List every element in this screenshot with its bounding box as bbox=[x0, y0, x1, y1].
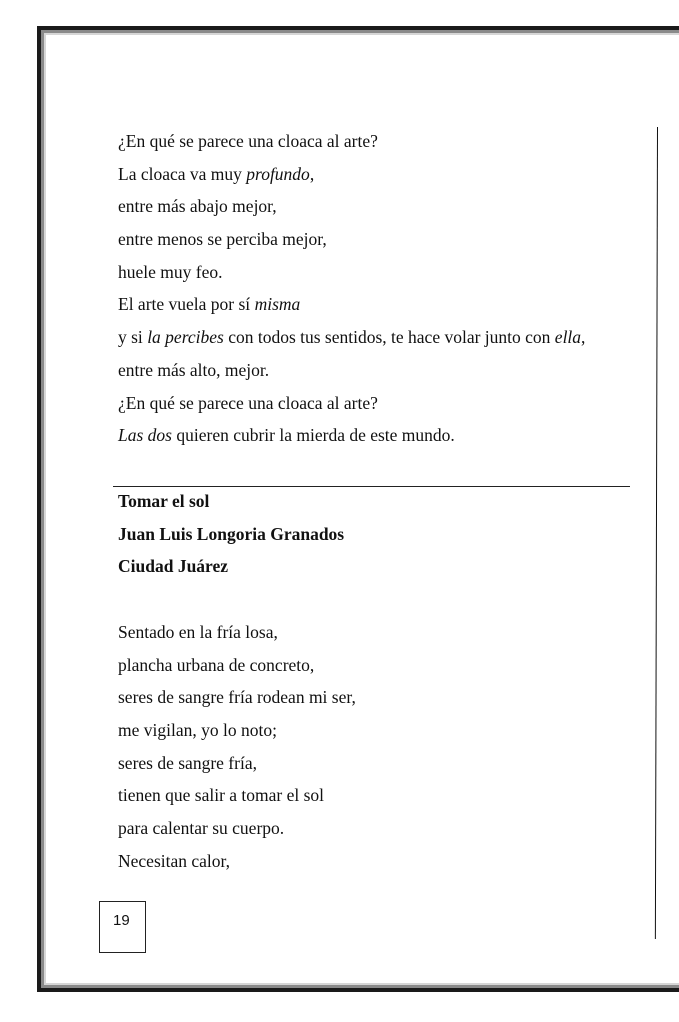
poem-two-header bbox=[118, 490, 344, 588]
poem-two-line: me vigilan, yo lo noto; bbox=[118, 720, 277, 741]
text-run: ¿En qué se parece una cloaca al arte? bbox=[118, 131, 378, 151]
poem-one-line bbox=[118, 359, 585, 392]
poem-two bbox=[118, 621, 356, 883]
poem-two-line: plancha urbana de concreto, bbox=[118, 654, 315, 675]
poem-two-line: seres de sangre fría rodean mi ser, bbox=[118, 687, 356, 708]
italic-phrase: misma bbox=[254, 294, 301, 315]
text-run: entre más abajo mejor, bbox=[118, 196, 277, 217]
italic-phrase: Las dos bbox=[118, 425, 172, 446]
text-run: El arte vuela por sí bbox=[118, 294, 255, 315]
text-run: , bbox=[309, 163, 315, 184]
text-run: y si bbox=[118, 327, 148, 348]
section-divider bbox=[113, 486, 630, 487]
poem-two-line: Sentado en la fría losa, bbox=[118, 622, 278, 642]
italic-phrase: ella bbox=[554, 327, 582, 348]
poem-two-line: Necesitan calor, bbox=[118, 850, 231, 871]
poem-one-line bbox=[118, 195, 585, 228]
text-run: La cloaca va muy bbox=[118, 163, 247, 184]
text-run: huele muy feo. bbox=[118, 261, 223, 282]
poem-two-line: tienen que salir a tomar el sol bbox=[118, 785, 325, 806]
poem-author: Juan Luis Longoria Granados bbox=[118, 523, 345, 544]
poem-two-line: para calentar su cuerpo. bbox=[118, 818, 285, 839]
italic-phrase: profundo bbox=[246, 163, 310, 184]
text-run: con todos tus sentidos, te hace volar junto con bbox=[223, 327, 555, 348]
text-run: entre más alto, mejor. bbox=[118, 359, 270, 380]
page-number-box bbox=[99, 901, 146, 953]
poem-one-line bbox=[118, 392, 585, 425]
text-run: quieren cubrir la mierda de este mundo. bbox=[171, 425, 455, 446]
poem-title: Tomar el sol bbox=[118, 491, 210, 511]
page-number: 19 bbox=[113, 912, 130, 929]
text-run: entre menos se perciba mejor, bbox=[118, 229, 327, 250]
poem-one-line bbox=[118, 130, 585, 163]
italic-phrase: la percibes bbox=[147, 327, 224, 348]
text-run: ¿En qué se parece una cloaca al arte? bbox=[118, 392, 378, 413]
poem-one-line bbox=[118, 424, 585, 457]
poem-one-line bbox=[118, 293, 585, 326]
poem-two-line: seres de sangre fría, bbox=[118, 752, 257, 773]
poem-one bbox=[118, 130, 585, 457]
poem-one-line bbox=[118, 261, 585, 294]
poem-city: Ciudad Juárez bbox=[118, 556, 229, 577]
poem-one-line bbox=[118, 326, 585, 359]
poem-one-line bbox=[118, 228, 585, 261]
text-run: , bbox=[581, 327, 586, 348]
poem-one-line bbox=[118, 163, 585, 196]
